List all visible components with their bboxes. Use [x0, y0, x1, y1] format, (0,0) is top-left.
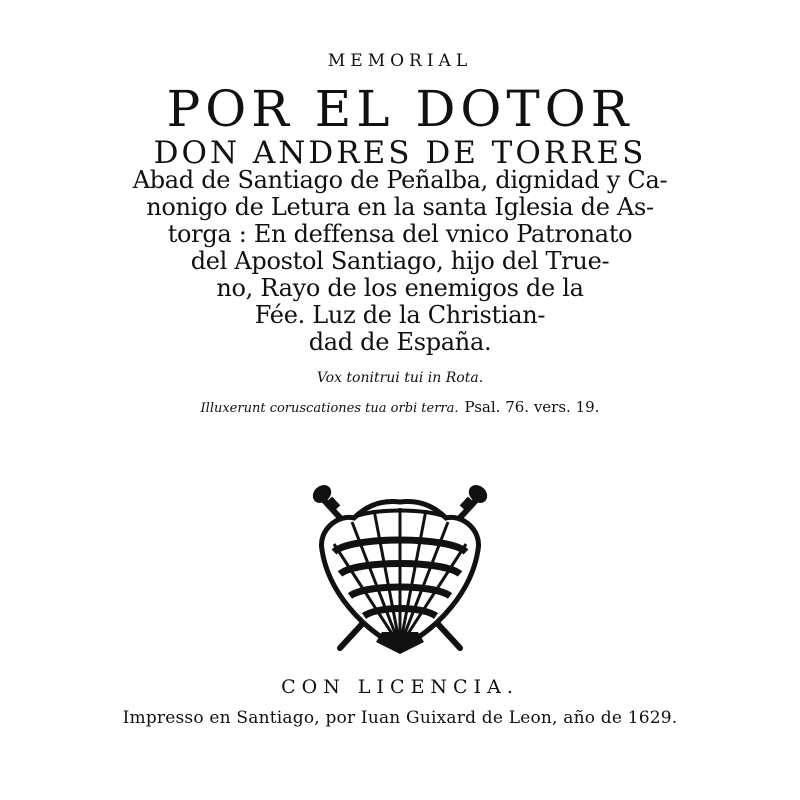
author-name: DON ANDRES DE TORRES: [153, 135, 647, 171]
body-line-2: nonigo de Letura en la santa Iglesia de As-: [146, 193, 654, 221]
scallop-shell-with-crossed-staffs-icon: [290, 478, 510, 658]
body-line-1: Abad de Santiago de Peñalba, dignidad y Ca-: [132, 166, 668, 194]
heading-por-el-dotor: POR EL DOTOR: [166, 80, 634, 138]
psalm-citation: Psal. 76. vers. 19.: [464, 398, 600, 416]
body-line-7: dad de España.: [308, 328, 492, 356]
latin-quote: Vox tonitrui tui in Rota.: [316, 370, 484, 386]
license-notice: CON LICENCIA.: [281, 676, 519, 698]
body-line-5: no, Rayo de los enemigos de la: [216, 274, 584, 302]
scripture-reference: [0, 398, 800, 416]
body-line-4: del Apostol Santiago, hijo del True-: [190, 247, 610, 275]
imprint-line: Impresso en Santiago, por Iuan Guixard de Leon, año de 1629.: [122, 708, 678, 728]
reference-text: Illuxerunt coruscationes tua orbi terra.: [200, 401, 459, 416]
body-line-6: Fée. Luz de la Christian-: [254, 301, 546, 329]
body-line-3: torga : En deffensa del vnico Patronato: [167, 220, 633, 248]
heading-memorial: MEMORIAL: [327, 51, 473, 71]
